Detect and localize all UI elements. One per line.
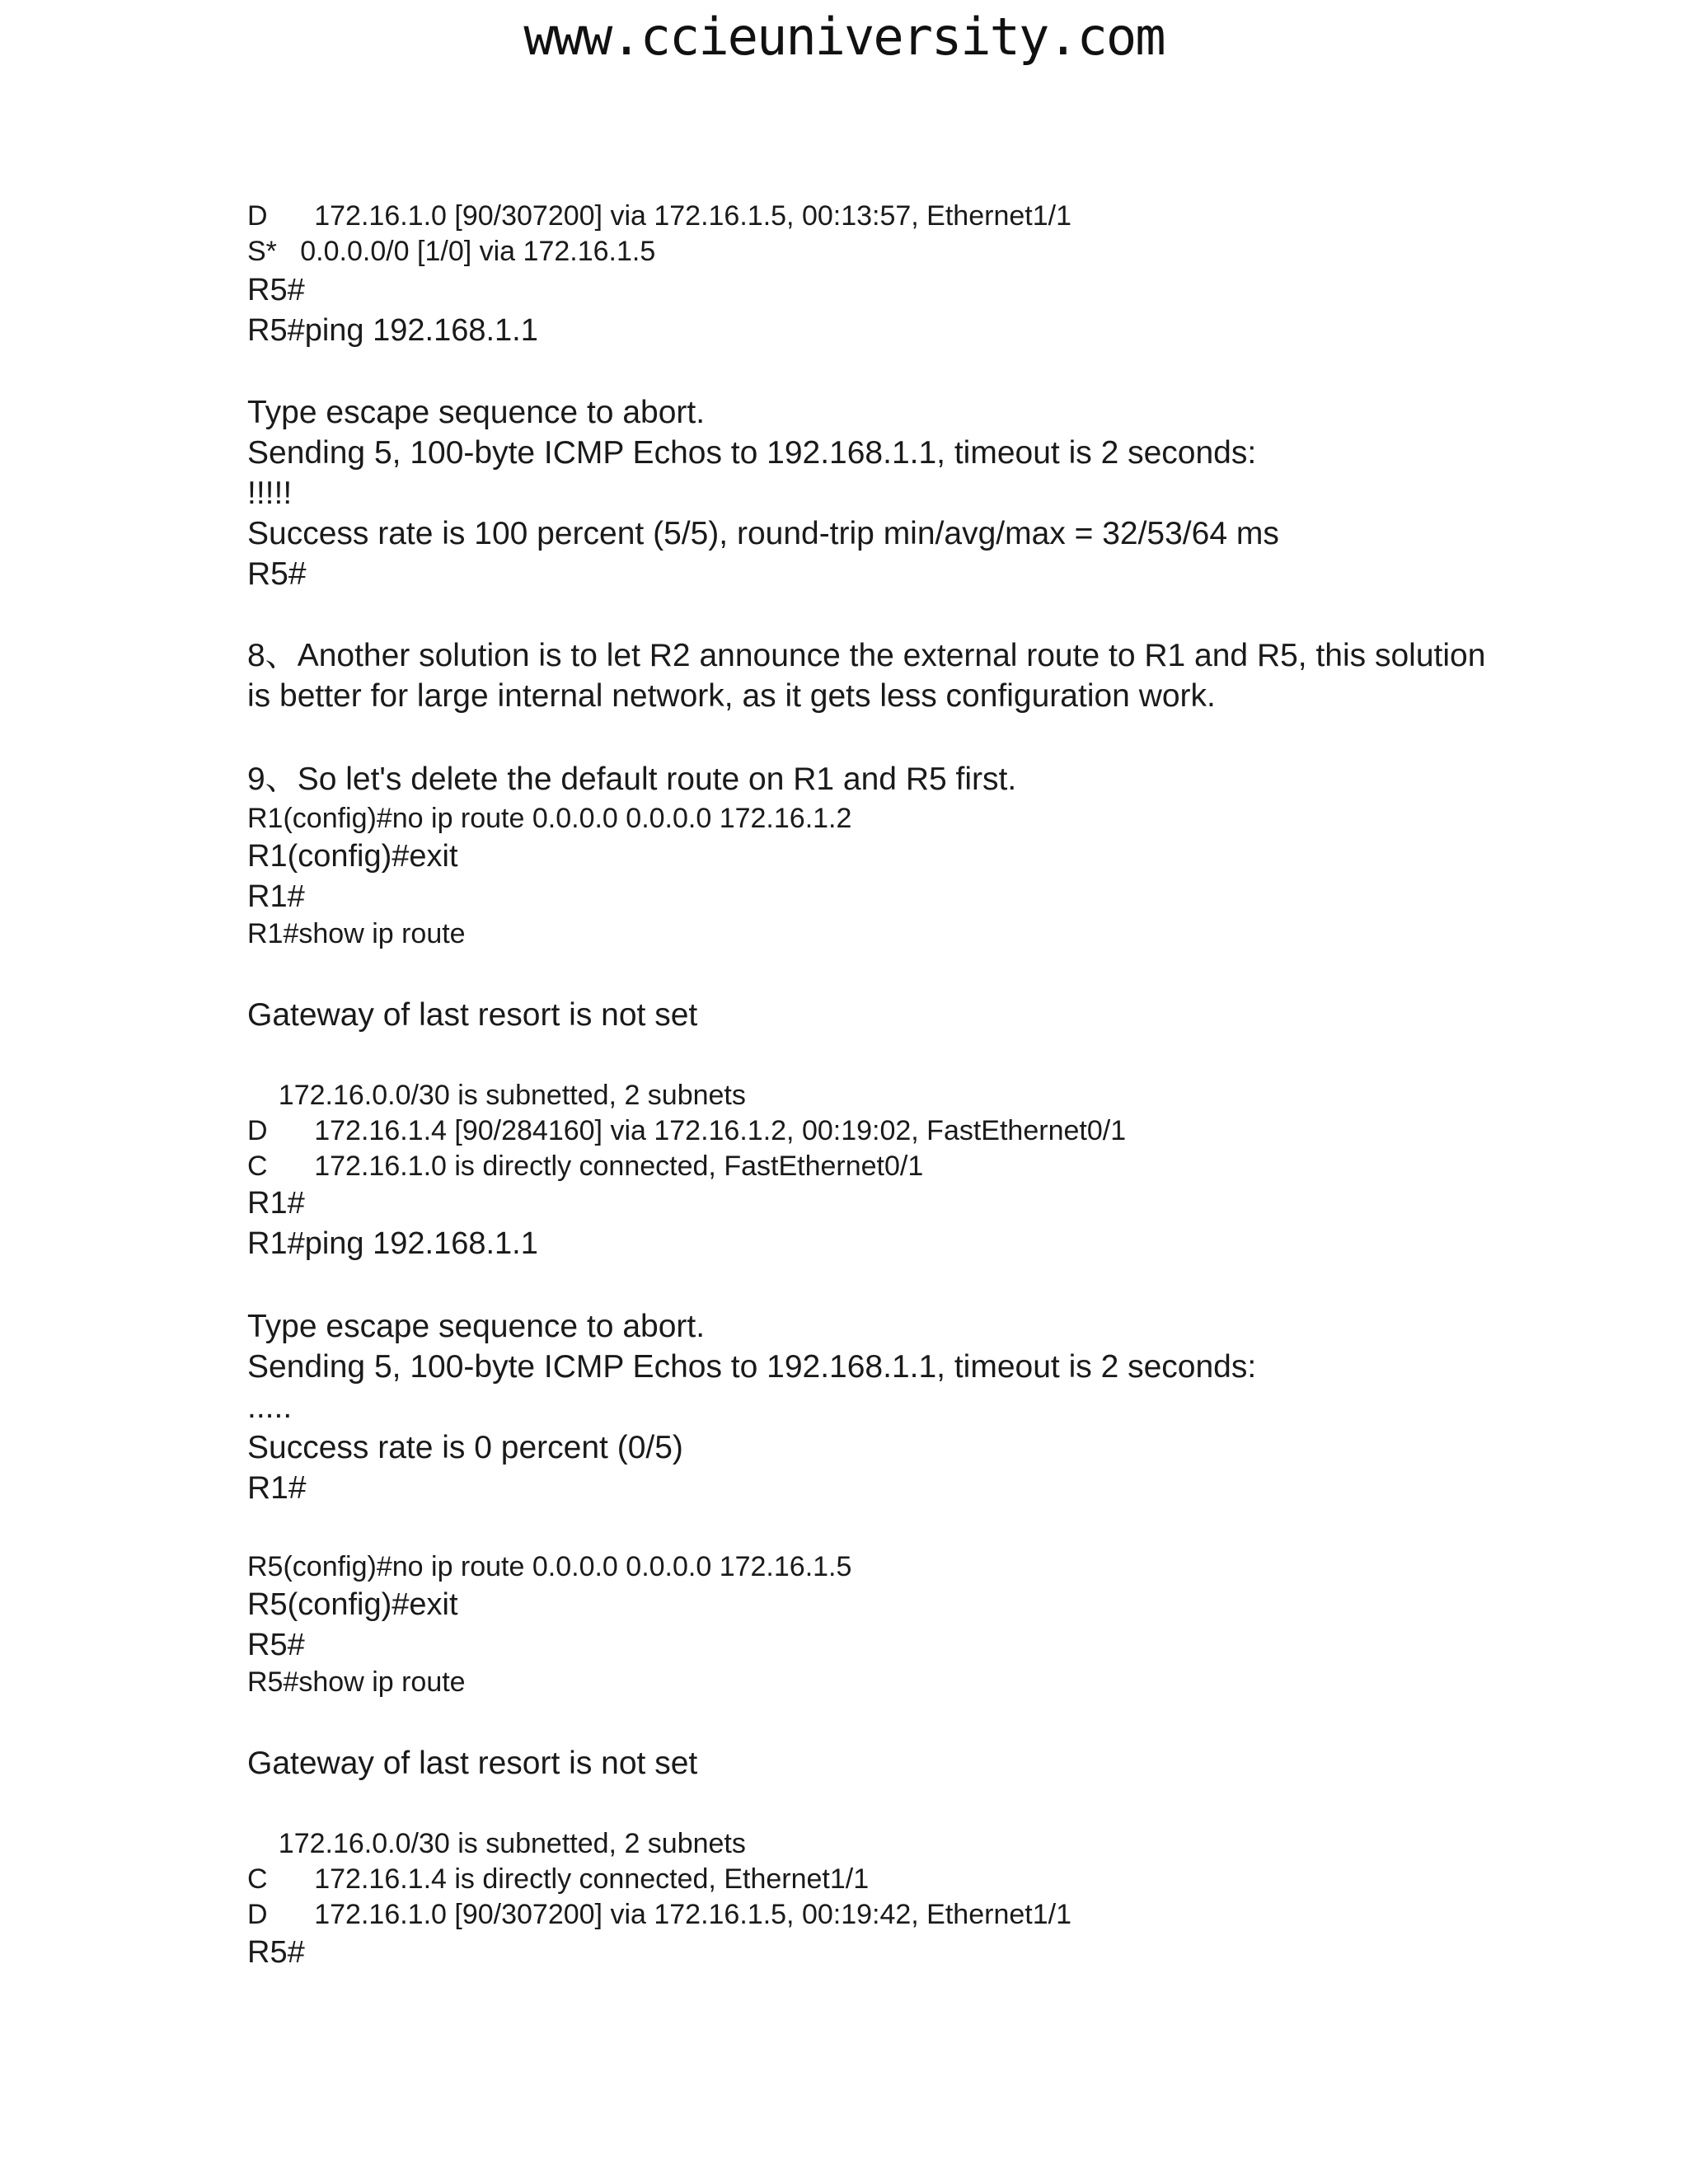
paragraph-step-9: 9、So let's delete the default route on R1 and R5 first. (247, 762, 1017, 797)
output-line: ..... (247, 1390, 293, 1425)
output-line: Success rate is 100 percent (5/5), round-trip min/avg/max = 32/53/64 ms (247, 516, 1279, 551)
paragraph-step-8-cont: is better for large internal network, as it gets less configuration work. (247, 678, 1216, 714)
command-line: R1(config)#no ip route 0.0.0.0 0.0.0.0 172.16.1.2 (247, 803, 852, 834)
output-line: Gateway of last resort is not set (247, 997, 698, 1033)
route-line: D 172.16.1.0 [90/307200] via 172.16.1.5, 00:13:57, Ethernet1/1 (247, 200, 1071, 232)
prompt-line: R5# (247, 556, 307, 592)
route-line: C 172.16.1.0 is directly connected, FastEthernet0/1 (247, 1151, 924, 1182)
command-line: R1#show ip route (247, 918, 466, 949)
command-line: R5#ping 192.168.1.1 (247, 313, 538, 348)
command-line: R5(config)#no ip route 0.0.0.0 0.0.0.0 172.16.1.5 (247, 1551, 852, 1582)
route-line: D 172.16.1.4 [90/284160] via 172.16.1.2, 00:19:02, FastEthernet0/1 (247, 1115, 1127, 1146)
prompt-line: R1# (247, 1470, 307, 1506)
command-line: R5(config)#exit (247, 1587, 458, 1622)
output-line: !!!!! (247, 476, 293, 511)
prompt-line: R5# (247, 1935, 305, 1970)
route-line: D 172.16.1.0 [90/307200] via 172.16.1.5, 00:19:42, Ethernet1/1 (247, 1899, 1071, 1930)
output-line: Type escape sequence to abort. (247, 395, 706, 430)
route-line: 172.16.0.0/30 is subnetted, 2 subnets (247, 1828, 746, 1859)
output-line: Type escape sequence to abort. (247, 1309, 706, 1344)
output-line: Sending 5, 100-byte ICMP Echos to 192.168.1.1, timeout is 2 seconds: (247, 1349, 1257, 1385)
prompt-line: R5# (247, 273, 305, 307)
route-line: S* 0.0.0.0/0 [1/0] via 172.16.1.5 (247, 236, 656, 267)
route-line: 172.16.0.0/30 is subnetted, 2 subnets (247, 1080, 746, 1111)
output-line: Sending 5, 100-byte ICMP Echos to 192.168.1.1, timeout is 2 seconds: (247, 435, 1257, 471)
paragraph-step-8: 8、Another solution is to let R2 announce the external route to R1 and R5, this solution (247, 638, 1486, 673)
output-line: Success rate is 0 percent (0/5) (247, 1430, 683, 1465)
command-line: R5#show ip route (247, 1666, 466, 1698)
route-line: C 172.16.1.4 is directly connected, Ethernet1/1 (247, 1863, 870, 1895)
command-line: R1(config)#exit (247, 839, 458, 874)
prompt-line: R1# (247, 1186, 305, 1221)
prompt-line: R5# (247, 1628, 305, 1662)
site-header: www.ccieuniversity.com (523, 7, 1165, 67)
command-line: R1#ping 192.168.1.1 (247, 1226, 538, 1261)
output-line: Gateway of last resort is not set (247, 1746, 698, 1781)
prompt-line: R1# (247, 879, 305, 914)
